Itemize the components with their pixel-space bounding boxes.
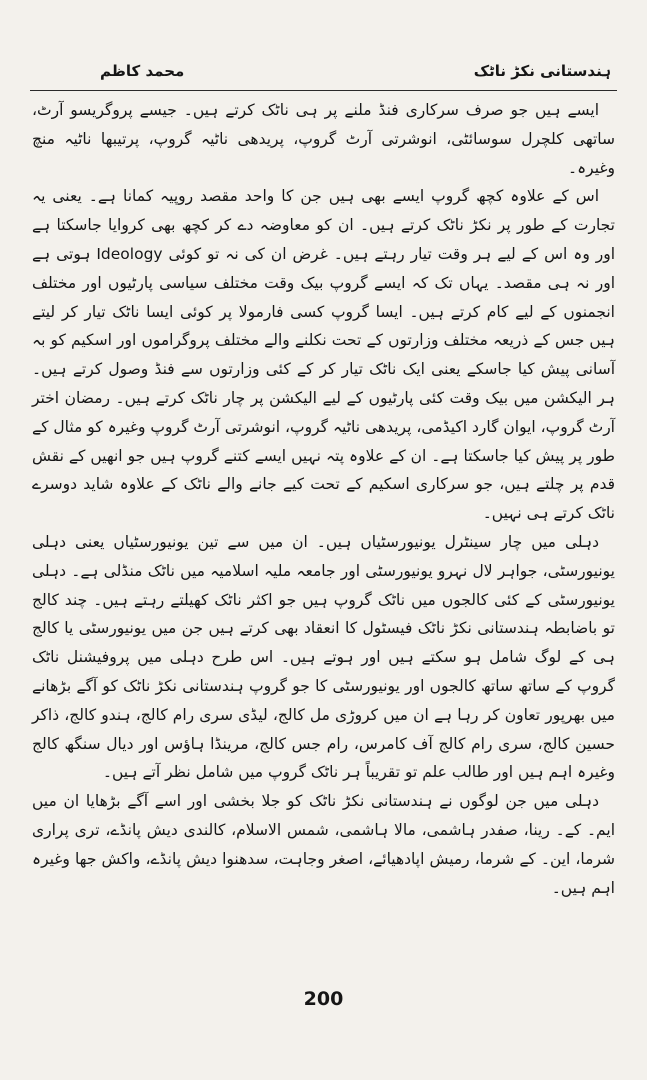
- paragraph: دہلی میں جن لوگوں نے ہندستانی نکڑ ناٹک کو جلا بخشی اور اسے آگے بڑھایا ان میں ایم۔ کے۔ رینا، صفدر ہاشمی، مالا ہاشمی، شمس الاسلام، کالندی دیش پانڈے، تری پراری شرما، این۔ کے شرما، رمیش اپادھیائے، اصغر وجاہت، سدھنوا دیش پانڈے، واکش جھا وغیرہ اہم ہیں۔: [32, 792, 615, 897]
- paragraph: دہلی میں چار سینٹرل یونیورسٹیاں ہیں۔ ان میں سے تین یونیورسٹیاں یعنی دہلی یونیورسٹی، جواہر لال نہرو یونیورسٹی اور جامعہ ملیہ اسلامیہ میں ناٹک منڈلی ہے۔ دہلی یونیورسٹی کے کئی کالجوں میں ناٹک گروپ ہیں جو اکثر ناٹک کھیلتے رہتے ہیں۔ چند کالج تو باضابطہ ہندستانی نکڑ ناٹک فیسٹول کا انعقاد بھی کرتے ہیں جن میں یونیورسٹی یا کالج ہی کے لوگ شامل ہو سکتے ہیں اور ہوتے ہیں۔ اس طرح دہلی میں پروفیشنل ناٹک گروپ کے ساتھ ساتھ کالجوں اور یونیورسٹی کا جو گروپ ہندستانی نکڑ ناٹک کو آگے بڑھانے میں بھرپور تعاون کر رہا ہے ان میں کروڑی مل کالج، لیڈی سری رام کالج، ہندو کالج، ذاکر حسین کالج، سری رام کالج آف کامرس، رام جس کالج، مرینڈا ہاؤس اور دیال سنگھ کالج وغیرہ اہم ہیں اور طالب علم تو تقریباً ہر ناٹک گروپ میں شامل نظر آتے ہیں۔: [32, 532, 615, 782]
- header-rule: [30, 90, 617, 91]
- book-title: ہندستانی نکڑ ناٹک: [473, 62, 611, 80]
- body-text: [32, 96, 615, 902]
- page-number: 200: [303, 988, 344, 1010]
- author-name: محمد کاظم: [100, 62, 185, 80]
- paragraph: اس کے علاوہ کچھ گروپ ایسے بھی ہیں جن کا واحد مقصد روپیہ کمانا ہے۔ یعنی یہ تجارت کے طور پر نکڑ ناٹک کرتے ہیں۔ ان کو معاوضہ دے کر کچھ بھی کروایا جاسکتا ہے اور وہ اس کے لیے ہر وقت تیار رہتے ہیں۔ غرض ان کی نہ تو کوئی Ideology ہوتی ہے اور نہ ہی مقصد۔ یہاں تک کہ ایسے گروپ بیک وقت مختلف سیاسی پارٹیوں اور مختلف انجمنوں کے لیے کام کرتے ہیں۔ ایسا گروپ کسی فارمولا پر کوئی ایسا ناٹک تیار کر لیتے ہیں جس کے ذریعہ مختلف وزارتوں کے تحت نکلنے والے مختلف پروگراموں اور اسکیم کو بہ آسانی پیش کیا جاسکے یعنی ایک ناٹک تیار کر کے کئی وزارتوں سے فنڈ وصول کرتے ہیں۔ ہر الیکشن میں بیک وقت کئی پارٹیوں کے لیے الیکشن پر چار ناٹک کرتے ہیں۔ رمضان اختر آرٹ گروپ، ایوان گارد اکیڈمی، پریدھی ناٹیہ گروپ، انوشرتی آرٹ گروپ وغیرہ کو مثال کے طور پر پیش کیا جاسکتا ہے۔ ان کے علاوہ پتہ نہیں ایسے کتنے گروپ ہیں جو انھیں کے نقش قدم پر چلتے ہیں، جو سرکاری اسکیم کے تحت کیے جانے والے ناٹک کے علاوہ شاید دوسرے ناٹک کرتے ہی نہیں۔: [32, 187, 616, 523]
- paragraph: ایسے ہیں جو صرف سرکاری فنڈ ملنے پر ہی ناٹک کرتے ہیں۔ جیسے پروگریسو آرٹ، ساتھی کلچرل سوسائٹی، انوشرتی آرٹ گروپ، پریدھی ناٹیہ گروپ، پرتیبھا ناٹیہ منچ وغیرہ۔: [32, 101, 615, 177]
- running-header: [28, 62, 619, 88]
